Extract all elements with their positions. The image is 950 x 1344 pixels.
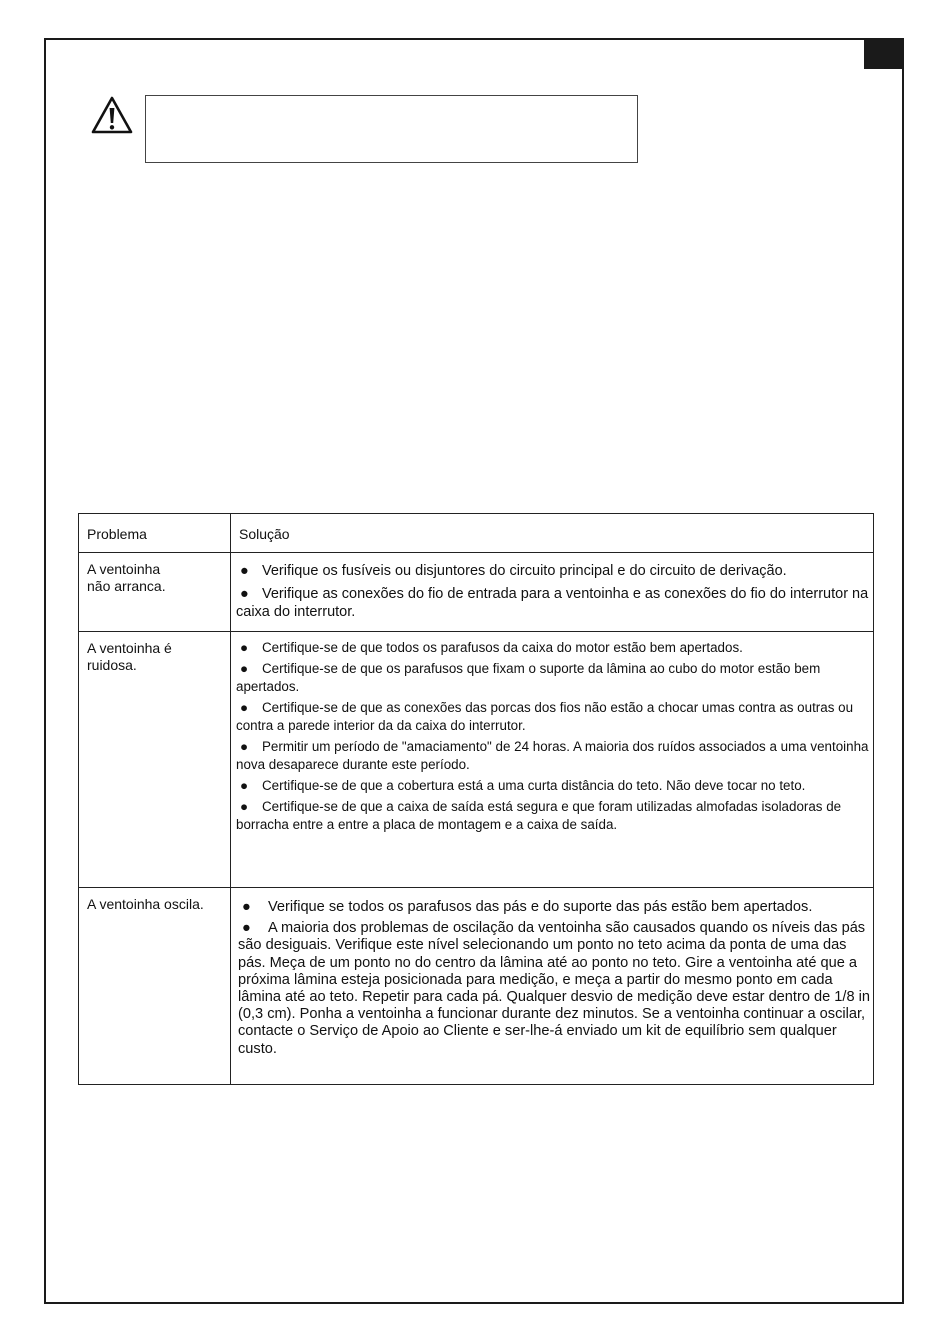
solution-cell (231, 632, 873, 834)
solution-item (236, 562, 873, 580)
solution-cell (231, 553, 873, 621)
solution-item (236, 798, 873, 834)
solution-item (236, 777, 873, 795)
table-row (79, 888, 874, 1085)
bullet-icon: ● (242, 899, 251, 915)
table-header-row (79, 514, 874, 553)
bullet-icon: ● (240, 739, 249, 754)
header-problem: Problema (87, 526, 147, 542)
bullet-icon: ● (240, 586, 249, 602)
bullet-icon: ● (240, 661, 249, 676)
solution-item (236, 699, 873, 735)
bullet-icon: ● (240, 563, 249, 579)
solution-text: ● Verifique as conexões do fio de entrada para a ventoinha e as conexões do fio do interrutor na caixa do interrutor. (236, 586, 869, 620)
problem-cell (79, 632, 230, 674)
page-corner-tab (864, 39, 904, 69)
bullet-icon: ● (240, 700, 249, 715)
problem-text: A ventoinha é ruidosa. (87, 640, 172, 673)
problem-cell (79, 553, 230, 595)
problem-cell (79, 888, 230, 913)
header-solution: Solução (239, 526, 290, 542)
solution-item (236, 585, 873, 621)
solution-text: ● Certifique-se de que as conexões das porcas dos fios não estão a chocar umas contra as outras ou contra a parede interior da da caixa do interrutor. (236, 700, 854, 733)
table-row (79, 632, 874, 888)
troubleshooting-table (78, 513, 874, 1085)
solution-text: ● Verifique se todos os parafusos das pás e do suporte das pás estão bem apertados. (238, 899, 873, 916)
warning-box (145, 95, 638, 163)
solution-item (236, 660, 873, 696)
solution-text: Verifique os fusíveis ou disjuntores do circuito principal e do circuito de derivação. (262, 563, 787, 579)
bullet-icon: ● (240, 799, 249, 814)
solution-item (238, 899, 873, 916)
solution-text: ● Permitir um período de "amaciamento" de 24 horas. A maioria dos ruídos associados a uma ventoinha nova desaparece durante este período. (236, 739, 869, 772)
solution-text: ● Certifique-se de que a cobertura está a uma curta distância do teto. Não deve tocar no teto. (236, 777, 873, 795)
solution-item (236, 639, 873, 657)
solution-item (236, 738, 873, 774)
solution-text: ● A maioria dos problemas de oscilação da ventoinha são causados quando os níveis das pás são desiguais. Verifique este nível selecionando um ponto no teto acima da ponta de uma das pás. Meça de um ponto no do centro da lâmina até ao ponto no teto. Gire a ventoinha até que a próxima lâmina esteja posicionada para medição, e meça a partir do mesmo ponto em cada lâmina até ao teto. Repetir para cada pá. Qualquer desvio de medição deve estar dentro de 1/8 in (0,3 cm). Ponha a ventoinha a funcionar durante dez minutos. Se a ventoinha continuar a oscilar, contacte o Serviço de Apoio ao Cliente e ser-lhe-á enviado um kit de equilíbrio sem qualquer custo. (238, 920, 870, 1057)
table-row (79, 553, 874, 632)
problem-text: A ventoinha oscila. (87, 896, 204, 912)
solution-text: ● Certifique-se de que todos os parafusos da caixa do motor estão bem apertados. (236, 639, 873, 657)
solution-item (238, 920, 873, 1058)
solution-text: ● Certifique-se de que os parafusos que fixam o suporte da lâmina ao cubo do motor estão bem apertados. (236, 661, 821, 694)
bullet-icon: ● (240, 640, 249, 655)
bullet-icon: ● (242, 920, 251, 937)
solution-cell (231, 888, 873, 1058)
warning-triangle-icon (90, 94, 134, 136)
problem-text: A ventoinha não arranca. (87, 561, 166, 594)
solution-text: ● Certifique-se de que a caixa de saída está segura e que foram utilizadas almofadas isoladoras de borracha entre a entre a placa de montagem e a caixa de saída. (236, 799, 842, 832)
bullet-icon: ● (240, 778, 249, 793)
